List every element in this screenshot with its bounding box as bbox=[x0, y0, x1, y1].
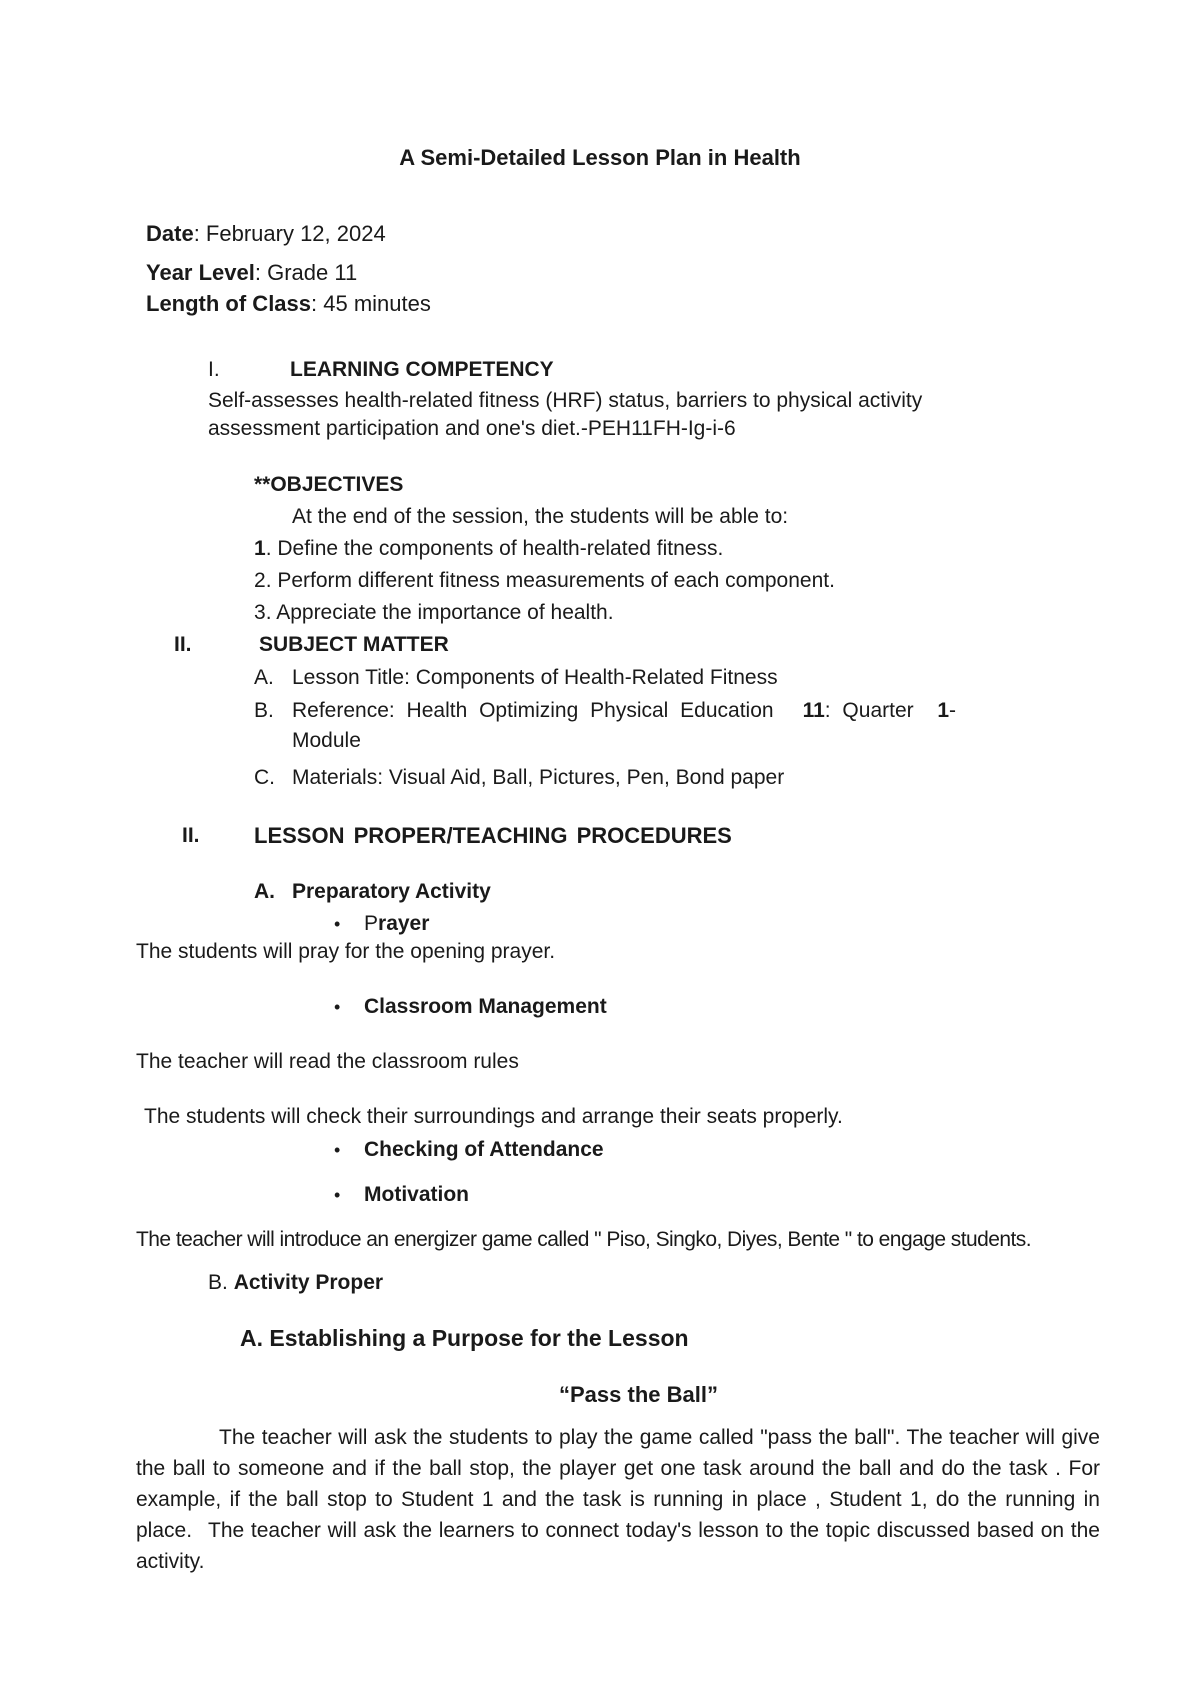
preparatory-heading: Preparatory Activity bbox=[292, 880, 491, 903]
reference-dash: - bbox=[949, 699, 956, 722]
classroom-management-heading: Classroom Management bbox=[364, 995, 607, 1018]
reference-quarter-number: 1 bbox=[937, 699, 949, 722]
reference-grade: 11 bbox=[802, 699, 825, 722]
date-line: Date: February 12, 2024 bbox=[146, 221, 386, 246]
prayer-heading bbox=[364, 913, 429, 934]
preparatory-marker: A. bbox=[254, 880, 275, 903]
objective-number: 3 bbox=[254, 601, 266, 624]
prayer-text: The students will pray for the opening prayer. bbox=[136, 940, 556, 963]
objectives-heading: **OBJECTIVES bbox=[254, 473, 404, 496]
year-level-value: Grade 11 bbox=[267, 260, 358, 285]
motivation-heading: Motivation bbox=[364, 1183, 469, 1206]
purpose-heading: A. Establishing a Purpose for the Lesson bbox=[240, 1325, 689, 1351]
prayer-rest: rayer bbox=[378, 912, 430, 935]
game-paragraph-1: The teacher will ask the students to play the game called "pass the ball". The teacher will give the ball to someone and if the ball stop, the player get one task around the ball and do the task . For example, if the ball stop to Student 1 and the task is running in place , Student 1, do the running in place. bbox=[136, 1426, 1100, 1542]
bullet-icon: • bbox=[334, 914, 341, 934]
activity-proper-heading: Activity Proper bbox=[233, 1271, 384, 1294]
objectives-intro: At the end of the session, the students will be able to: bbox=[292, 505, 789, 528]
subject-item-a-marker: A. bbox=[254, 666, 274, 689]
year-level-label: Year Level bbox=[146, 260, 255, 285]
prayer-initial: P bbox=[364, 912, 379, 935]
length-value: 45 minutes bbox=[323, 291, 431, 316]
objective-number: 2 bbox=[254, 569, 266, 592]
reference-detail bbox=[803, 700, 956, 721]
length-line: Length of Class: 45 minutes bbox=[146, 291, 431, 316]
reference-quarter: : Quarter bbox=[824, 699, 914, 722]
reference-text: Reference: Health Optimizing Physical Education bbox=[292, 699, 774, 722]
classroom-rules-text: The teacher will read the classroom rules bbox=[136, 1050, 519, 1073]
objective-text: . Define the components of health-related fitness. bbox=[265, 537, 724, 560]
objective-number: 1 bbox=[254, 537, 266, 560]
page-title: A Semi-Detailed Lesson Plan in Health bbox=[399, 145, 801, 170]
subject-matter-heading: SUBJECT MATTER bbox=[259, 633, 449, 656]
year-level-line: Year Level: Grade 11 bbox=[146, 260, 358, 285]
activity-proper-line bbox=[208, 1272, 383, 1293]
competency-text-line-1: Self-assesses health-related fitness (HRF) status, barriers to physical activity bbox=[208, 389, 923, 412]
objective-item-1 bbox=[254, 538, 723, 559]
competency-numeral: I. bbox=[208, 358, 220, 381]
date-value: February 12, 2024 bbox=[205, 221, 386, 246]
attendance-heading: Checking of Attendance bbox=[364, 1138, 604, 1161]
game-title: “Pass the Ball” bbox=[559, 1382, 718, 1407]
subject-item-c-marker: C. bbox=[254, 766, 275, 789]
bullet-icon: • bbox=[334, 997, 341, 1017]
subject-item-b-marker: B. bbox=[254, 699, 274, 722]
competency-heading: LEARNING COMPETENCY bbox=[290, 358, 554, 381]
subject-item-c-text: Materials: Visual Aid, Ball, Pictures, Pen, Bond paper bbox=[292, 766, 785, 789]
subject-matter-numeral: II. bbox=[174, 633, 192, 656]
bullet-icon: • bbox=[334, 1140, 341, 1160]
objective-item-2 bbox=[254, 570, 835, 591]
subject-item-b-line-2: Module bbox=[292, 729, 361, 752]
objective-text: . Perform different fitness measurements of each component. bbox=[265, 569, 835, 592]
objective-item-3 bbox=[254, 602, 614, 623]
bullet-icon: • bbox=[334, 1185, 341, 1205]
objective-text: . Appreciate the importance of health. bbox=[265, 601, 614, 624]
lesson-proper-numeral: II. bbox=[182, 824, 200, 847]
competency-text-line-2: assessment participation and one's diet.-PEH11FH-Ig-i-6 bbox=[208, 417, 736, 440]
game-paragraph-2: The teacher will ask the learners to connect today's lesson to the topic discussed based on the activity. bbox=[136, 1519, 1100, 1573]
lesson-proper-heading: LESSON PROPER/TEACHING PROCEDURES bbox=[254, 823, 732, 848]
date-label: Date bbox=[146, 221, 194, 246]
motivation-text: The teacher will introduce an energizer game called " Piso, Singko, Diyes, Bente " to engage students. bbox=[136, 1228, 1032, 1251]
subject-item-b-text bbox=[292, 700, 956, 721]
activity-marker: B. bbox=[208, 1271, 228, 1294]
subject-item-a-text: Lesson Title: Components of Health-Related Fitness bbox=[292, 666, 778, 689]
surroundings-text: The students will check their surroundings and arrange their seats properly. bbox=[144, 1105, 843, 1128]
length-label: Length of Class bbox=[146, 291, 312, 316]
